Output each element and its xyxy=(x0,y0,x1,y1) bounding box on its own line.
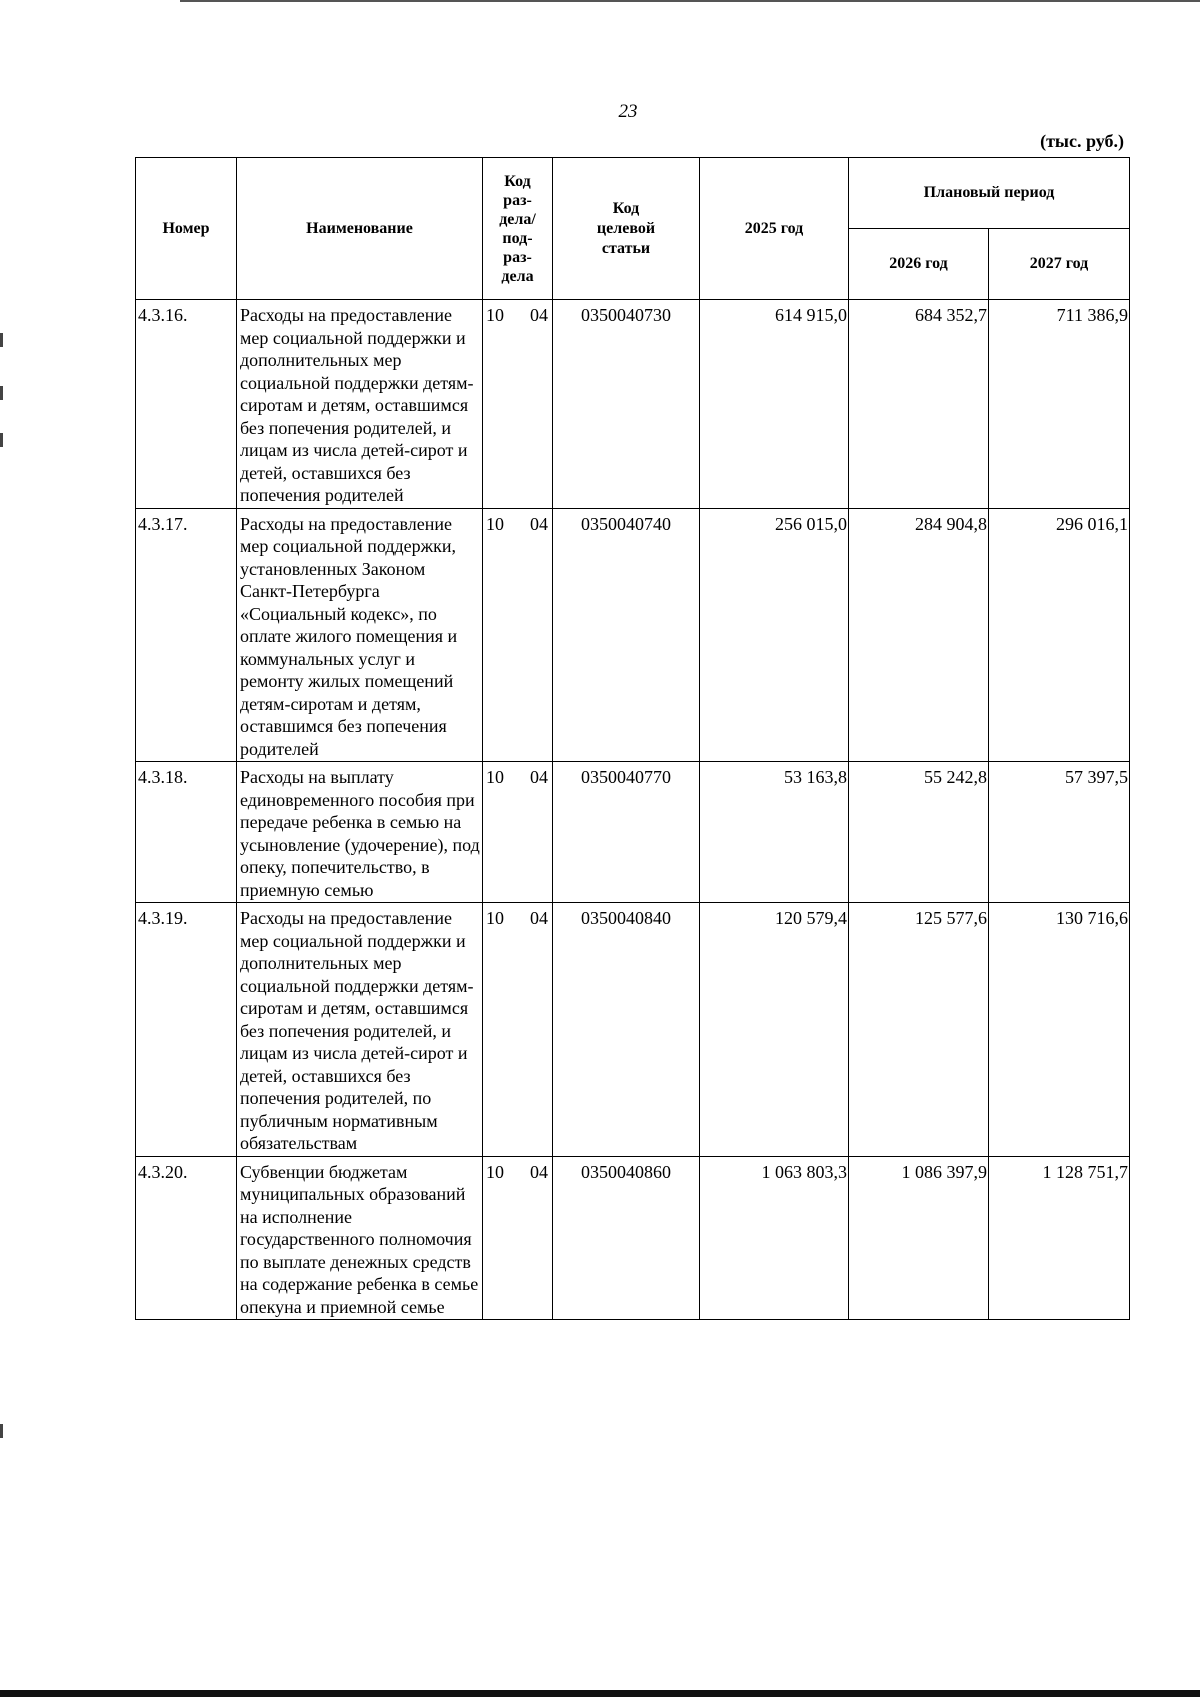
row-value-2026: 684 352,7 xyxy=(849,300,989,509)
row-section-code: 10 xyxy=(486,305,504,325)
row-target-code: 0350040740 xyxy=(553,508,700,762)
table-row xyxy=(136,903,1130,1157)
row-number: 4.3.16. xyxy=(136,300,237,509)
row-section xyxy=(483,903,553,1157)
row-section-code: 10 xyxy=(486,767,504,787)
margin-mark xyxy=(0,386,3,400)
row-name: Субвенции бюджетам муниципальных образований на исполнение государственного полномочия по выплате денежных средств на содержание ребенка в семье опекуна и приемной семье xyxy=(237,1156,483,1320)
row-target-code: 0350040840 xyxy=(553,903,700,1157)
row-value-2025: 256 015,0 xyxy=(700,508,849,762)
row-section xyxy=(483,762,553,903)
row-value-2027: 1 128 751,7 xyxy=(989,1156,1130,1320)
table-row xyxy=(136,762,1130,903)
row-number: 4.3.17. xyxy=(136,508,237,762)
header-2026: 2026 год xyxy=(849,229,989,300)
row-value-2025: 614 915,0 xyxy=(700,300,849,509)
row-number: 4.3.20. xyxy=(136,1156,237,1320)
table-row xyxy=(136,1156,1130,1320)
margin-mark xyxy=(0,333,3,347)
margin-mark xyxy=(0,433,3,447)
row-target-code: 0350040770 xyxy=(553,762,700,903)
row-target-code: 0350040860 xyxy=(553,1156,700,1320)
row-name: Расходы на предоставление мер социальной поддержки и дополнительных мер социальной поддержки детям-сиротам и детям, оставшимся без попечения родителей, и лицам из числа детей-сирот и детей, оставшихся без попечения родителей, по публичным нормативным обязательствам xyxy=(237,903,483,1157)
row-value-2025: 53 163,8 xyxy=(700,762,849,903)
header-name: Наименование xyxy=(237,158,483,300)
header-2027: 2027 год xyxy=(989,229,1130,300)
row-value-2026: 125 577,6 xyxy=(849,903,989,1157)
row-section xyxy=(483,508,553,762)
row-number: 4.3.18. xyxy=(136,762,237,903)
header-number: Номер xyxy=(136,158,237,300)
row-value-2027: 57 397,5 xyxy=(989,762,1130,903)
header-section xyxy=(483,158,553,300)
row-value-2025: 1 063 803,3 xyxy=(700,1156,849,1320)
row-name: Расходы на предоставление мер социальной поддержки и дополнительных мер социальной поддержки детям-сиротам и детям, оставшимся без попечения родителей, и лицам из числа детей-сирот и детей, оставшихся без попечения родителей xyxy=(237,300,483,509)
row-section xyxy=(483,300,553,509)
header-target-code: Код целевой статьи xyxy=(553,158,700,300)
row-number: 4.3.19. xyxy=(136,903,237,1157)
header-section-part1: Код раз- дела/ xyxy=(499,172,536,228)
header-section-part2: под- раз- дела xyxy=(501,229,534,285)
row-subsection-code: 04 xyxy=(530,908,548,928)
row-value-2026: 284 904,8 xyxy=(849,508,989,762)
row-value-2027: 296 016,1 xyxy=(989,508,1130,762)
row-subsection-code: 04 xyxy=(530,305,548,325)
top-edge-line xyxy=(180,0,1200,2)
row-section-code: 10 xyxy=(486,1161,504,1182)
table-row xyxy=(136,300,1130,509)
page-number: 23 xyxy=(618,101,638,122)
row-section-code: 10 xyxy=(486,908,504,928)
table-row xyxy=(136,508,1130,762)
row-value-2026: 55 242,8 xyxy=(849,762,989,903)
row-section xyxy=(483,1156,553,1320)
units-label: (тыс. руб.) xyxy=(1040,131,1124,151)
budget-table xyxy=(135,157,1130,1320)
header-2025: 2025 год xyxy=(700,158,849,300)
row-name: Расходы на выплату единовременного пособия при передаче ребенка в семью на усыновление (удочерение), под опеку, попечительство, в приемную семью xyxy=(237,762,483,903)
row-section-code: 10 xyxy=(486,513,504,534)
row-subsection-code: 04 xyxy=(530,1161,548,1182)
row-value-2026: 1 086 397,9 xyxy=(849,1156,989,1320)
row-subsection-code: 04 xyxy=(530,513,548,534)
row-value-2027: 711 386,9 xyxy=(989,300,1130,509)
row-value-2027: 130 716,6 xyxy=(989,903,1130,1157)
margin-mark xyxy=(0,1424,3,1438)
row-name: Расходы на предоставление мер социальной поддержки, установленных Законом Санкт-Петербурга «Социальный кодекс», по оплате жилого помещения и коммунальных услуг и ремонту жилых помещений детям-сиротам и детям, оставшимся без попечения родителей xyxy=(237,508,483,762)
header-planned-period: Плановый период xyxy=(849,158,1130,229)
row-value-2025: 120 579,4 xyxy=(700,903,849,1157)
row-subsection-code: 04 xyxy=(530,767,548,787)
bottom-edge-bar xyxy=(0,1690,1200,1697)
row-target-code: 0350040730 xyxy=(553,300,700,509)
